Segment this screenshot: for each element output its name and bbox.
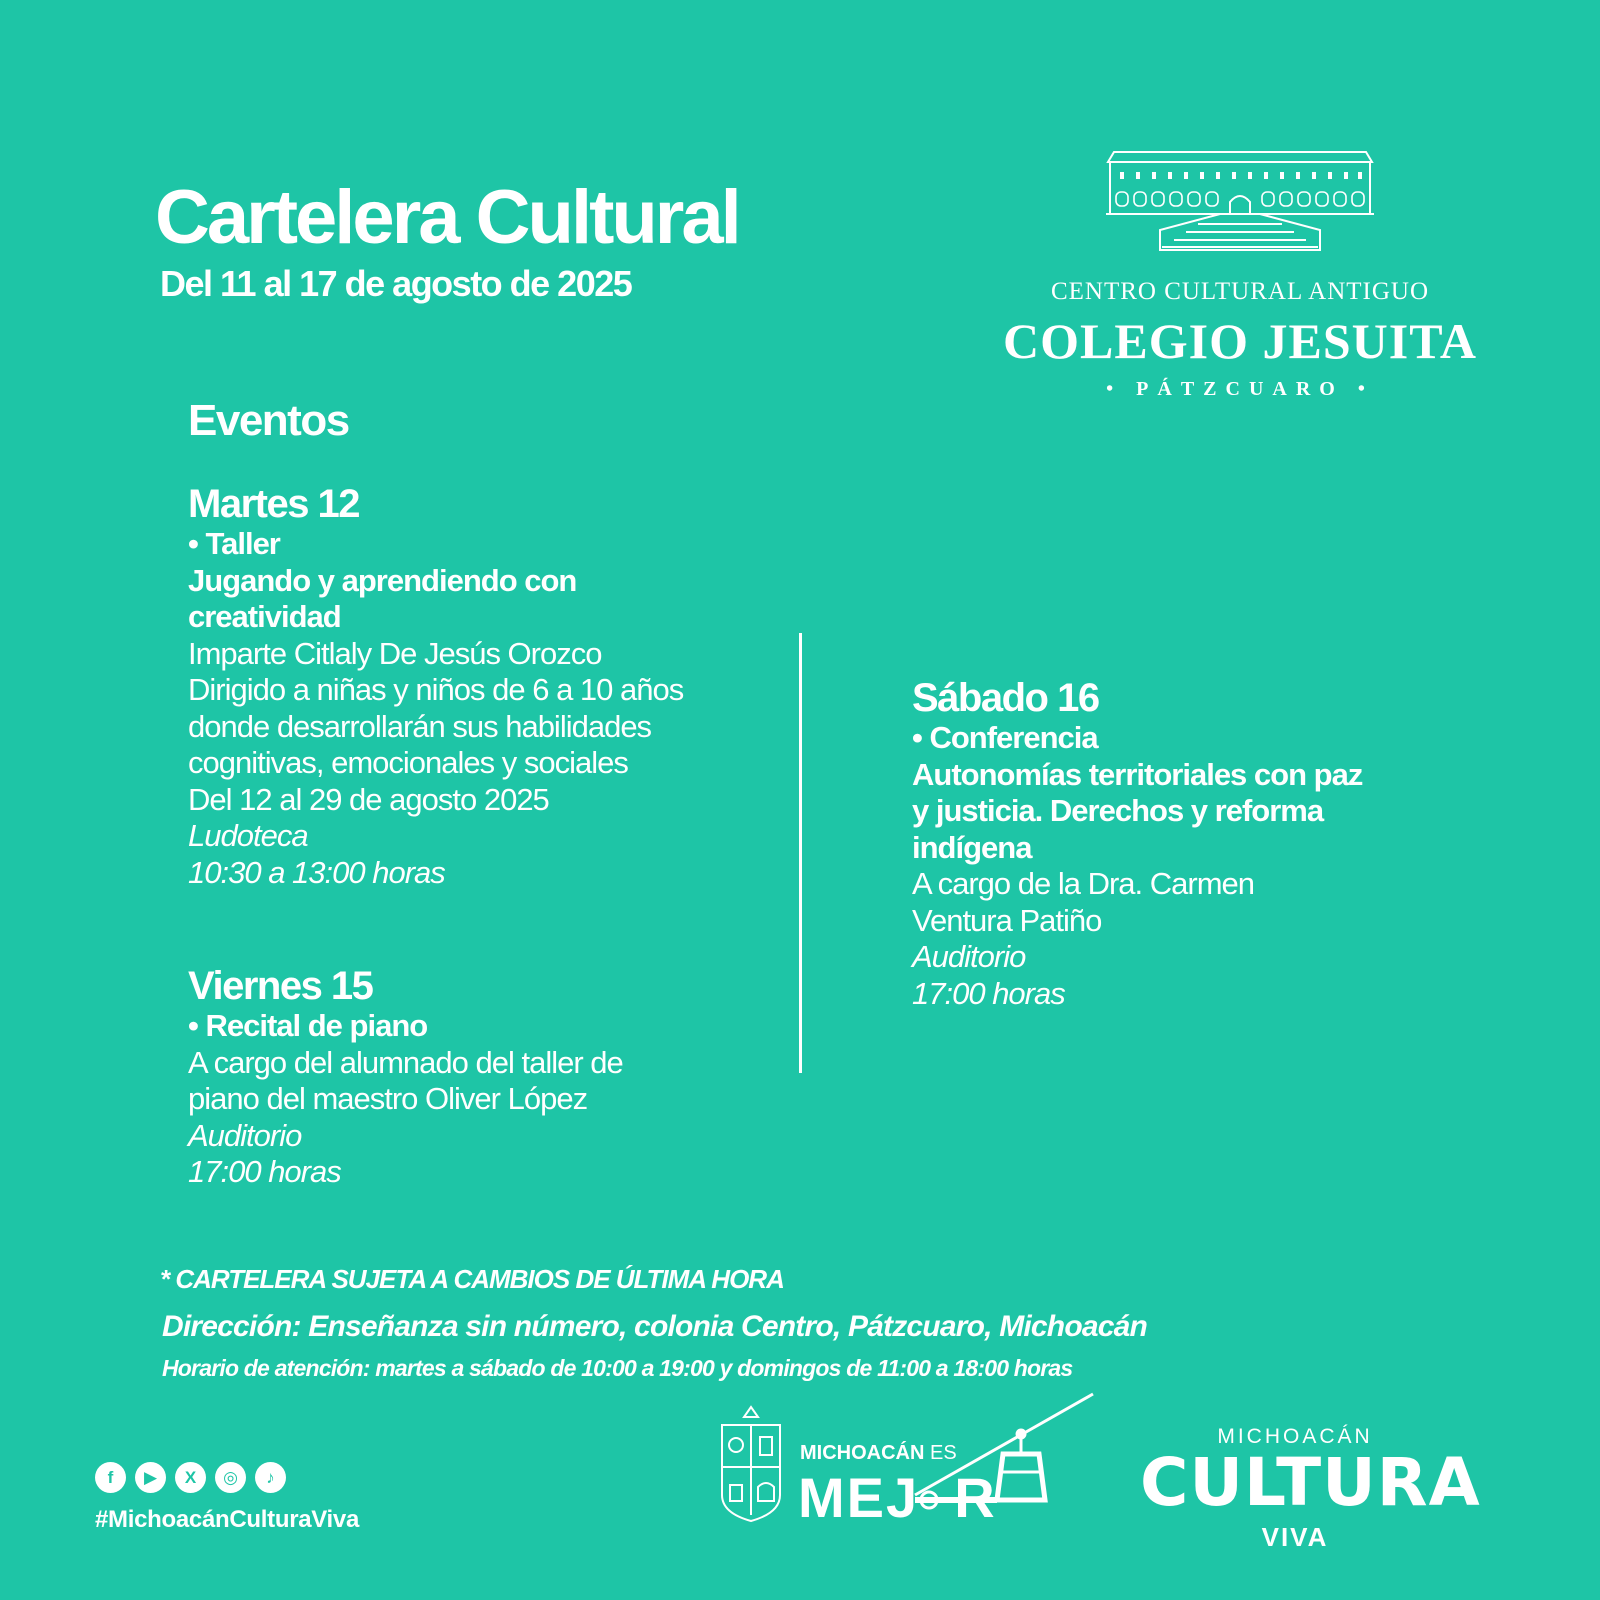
event-kind: • Conferencia [912,720,1098,755]
gov-slogan-big: MEJ R [798,1466,997,1529]
event-day: Martes 12 [188,482,360,526]
x-icon[interactable]: X [175,1462,206,1493]
event-card [188,482,728,891]
social-links [95,1462,286,1493]
youtube-icon[interactable]: ▶ [135,1462,166,1493]
event-card [912,676,1392,1012]
facebook-icon[interactable]: f [95,1462,126,1493]
event-dates: Del 12 al 29 de agosto 2025 [188,781,549,817]
event-time: 10:30 a 13:00 horas [188,854,445,890]
culture-logo-main: CULTURA [1140,1444,1481,1521]
tiktok-icon[interactable]: ♪ [255,1462,286,1493]
cable-car-icon [905,1390,1105,1520]
section-title: Eventos [188,396,349,445]
disclaimer: * CARTELERA SUJETA A CAMBIOS DE ÚLTIMA HORA [160,1264,784,1294]
event-description: A cargo del alumnado del taller de piano del maestro Oliver López [188,1044,623,1116]
instagram-icon[interactable]: ◎ [215,1462,246,1493]
event-instructor: Imparte Citlaly De Jesús Orozco [188,635,602,671]
column-divider [799,633,802,1073]
event-place: Auditorio [188,1117,302,1153]
venue-logo-city: • PÁTZCUARO • [1106,378,1374,400]
hashtag: #MichoacánCulturaViva [95,1506,360,1533]
event-place: Ludoteca [188,818,308,853]
page-title: Cartelera Cultural [155,175,739,260]
gov-slogan-state: MICHOACÁN [800,1442,925,1464]
event-name: Autonomías territoriales con paz y justicia. Derechos y reforma indígena [912,756,1363,865]
event-description: Dirigido a niñas y niños de 6 a 10 años donde desarrollarán sus habilidades cognitivas, emocionales y sociales [188,672,684,780]
event-card [188,964,728,1191]
venue-logo-line1: CENTRO CULTURAL ANTIGUO [1050,278,1430,305]
event-time: 17:00 horas [912,975,1065,1011]
event-day: Sábado 16 [912,676,1099,720]
building-icon [1100,150,1380,260]
event-kind: • Taller [188,526,280,561]
event-day: Viernes 15 [188,964,373,1008]
event-name: Jugando y aprendiendo con creatividad [188,562,577,634]
gov-slogan-es: ES [930,1442,957,1464]
date-range: Del 11 al 17 de agosto de 2025 [160,263,632,304]
state-coat-of-arms-icon [718,1395,784,1535]
culture-logo-top: MICHOACÁN [1217,1425,1373,1448]
event-time: 17:00 horas [188,1154,341,1189]
event-kind: • Recital de piano [188,1008,428,1043]
opening-hours: Horario de atención: martes a sábado de 10:00 a 19:00 y domingos de 11:00 a 18:00 horas [162,1355,1073,1381]
venue-logo-name: COLEGIO JESUITA [1003,313,1477,369]
event-speaker: A cargo de la Dra. Carmen Ventura Patiño [912,866,1255,938]
culture-logo-bottom: VIVA [1261,1522,1329,1552]
address: Dirección: Enseñanza sin número, colonia Centro, Pátzcuaro, Michoacán [162,1310,1148,1343]
event-place: Auditorio [912,939,1026,974]
